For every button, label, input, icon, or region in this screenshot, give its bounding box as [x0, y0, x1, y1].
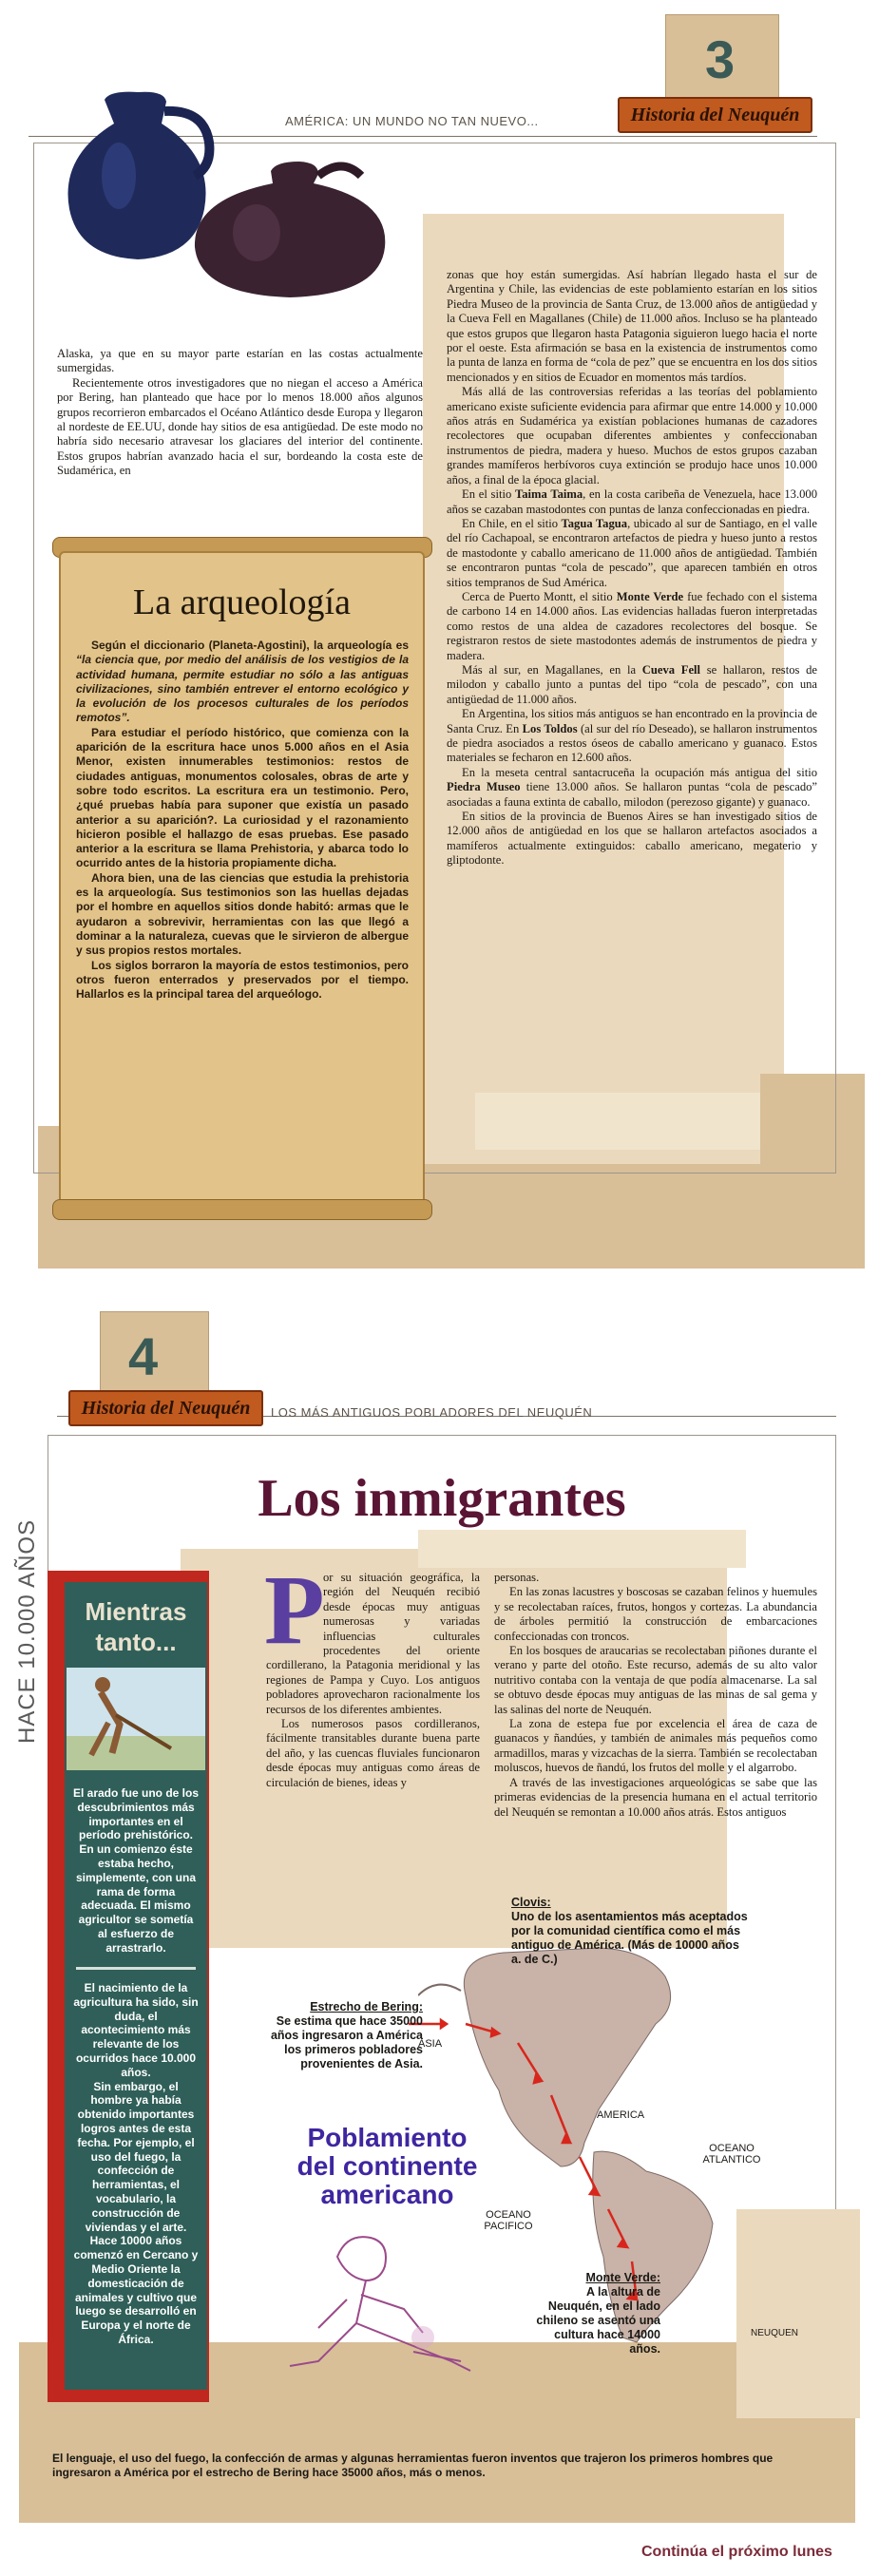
paper-bg-main-2 [418, 1530, 746, 1568]
left-top-text [57, 347, 423, 479]
series-badge [68, 1390, 263, 1426]
series-badge-text: Historia del Neuquén [81, 1398, 251, 1419]
paragraph: or su situación geográfica, la región del Neuquén recibió desde épocas muy antiguas numerosas y variadas influencias culturales procedentes del oriente cordillerano, la Patagonia meridional y las regiones de Pampa y Cuyo. Los antiguos pobladores aprovecharon racionalmente los recursos de los diferentes ambientes. [266, 1571, 480, 1716]
paragraph: zonas que hoy están sumergidas. Así habrían llegado hasta el sur de Argentina y Chile, las evidencias de este poblamiento estarían en los sitios Piedra Museo de la provincia de Santa Cruz, de 13.000 años de antigüedad y la Cueva Fell en Magallanes (Chile) de 11.000 años. Incluso se ha planteado que estos grupos que llegaron hasta Patagonia siguieron luego hacia el norte por el oeste. Esta afirmación se basa en la existencia de instrumentos como la punta de lanza en forma de “cola de pez” que se encuentra en los dos sitios mencionados y en sitios de Ecuador en momentos más tardíos. [447, 268, 817, 384]
primitive-man-icon [280, 2219, 480, 2380]
clovis-text: Uno de los asentamientos más aceptados por la comunidad científica como el más antiguo de América. (Más de 10000 años a. de C.) [511, 1910, 748, 1966]
page-number: 3 [705, 29, 736, 89]
poblamiento-title: Poblamiento del continente americano [296, 2123, 478, 2209]
paragraph: Alaska, ya que en su mayor parte estarían en las costas actualmente sumergidas. [57, 347, 423, 375]
drop-cap: P [264, 1555, 325, 1665]
label-neuquen: NEUQUEN [751, 2328, 799, 2338]
scroll-title: La arqueología [133, 582, 351, 622]
page-4 [0, 1269, 879, 2576]
scroll-body [76, 639, 409, 1002]
column-1-text [266, 1571, 480, 1790]
paragraph: En el sitio Taima Taima, en la costa caribeña de Venezuela, hace 13.000 años se cazaban mastodontes con puntas de lanza confeccionadas en piedra. [447, 487, 817, 516]
plow-farmer-icon [67, 1668, 205, 1770]
paragraph: Recientemente otros investigadores que no niegan el acceso a América por Bering, han planteado que hace por lo menos 18.000 años algunos grupos recorrieron embarcados el Océano Atlántico desde Europa y llegaron al nordeste de EE.UU, donde hay sitios de esa antigüedad. De este modo no habría sido necesario atravesar los glaciares del interior del continente. Estos grupos habrían avanzado hacia el sur, bordeando la costa este de Sudamérica, en [57, 375, 424, 478]
paragraph: En Chile, en el sitio Tagua Tagua, ubicado al sur de Santiago, en el valle del río Cachapoal, se encontraron artefactos de piedra y hueso junto a restos de mastodonte y caballo americano de 11.000 años de antigüedad. También se encontraron puntas “cola de pescado”, que aparecen también en otros sitios tempranos de Sud América. [447, 516, 817, 589]
bering-title: Estrecho de Bering: [310, 2000, 423, 2013]
paragraph: Según el diccionario (Planeta-Agostini), la arqueología es “la ciencia que, por medio del análisis de los vestigios de la actividad humana, permite estudiar no sólo a las antiguas civilizaciones, sino también entrever el entorno ecológico y la evolución de los procesos culturales de los períodos remotos”. [76, 639, 409, 725]
paragraph: Para estudiar el período histórico, que comienza con la aparición de la escritura hace unos 5.000 años en el Asia Menor, existen innumerables testimonios: restos de ciudades antiguas, monumentos colosales, obras de arte y sobre todo escritos. La escritura era un testimonio. Pero, ¿qué pruebas había para suponer que existía un pasado anterior a su aparición?. La curiosidad y el razonamiento hicieron posible el hallazgo de esas pruebas. Ese pasado anterior a la escritura se llama Prehistoria, y abarca todo lo ocurrido antes de la historia propiamente dicha. [76, 725, 409, 870]
page-title: Los inmigrantes [258, 1469, 626, 1528]
column-2-text [494, 1571, 817, 1820]
paragraph: Más allá de las controversias referidas a las teorías del poblamiento americano existe suficiente evidencia para afirmar que entre 14.000 y 10.000 años atrás en Sudamérica ya existían poblaciones humanas de cazadores recolectores que ocupaban diferentes ambientes y confeccionaban instrumentos de piedra, madera y hueso. Muchos de estos grupos cazaban grandes mamíferos herbívoros cuya extinción se produjo hace unos 10.000 años, a final de la época glacial. [447, 385, 817, 487]
bering-note [261, 2000, 423, 2071]
page-number: 4 [128, 1326, 159, 1386]
paragraph: En sitios de la provincia de Buenos Aires se han investigado sitios de 12.000 años de antigüedad en los que se hallaron artefactos asociados a mamíferos actualmente extinguidos: caballo americano, megaterio y gliptodonte. [447, 810, 817, 868]
paragraph: Cerca de Puerto Montt, el sitio Monte Verde fue fechado con el sistema de carbono 14 en 14.000 años. Las evidencias halladas fueron interpretadas como restos de una aldea de cazadores recolectores del bosque. Se registraron restos de siete mastodontes además de instrumentos de piedra y madera. [447, 589, 817, 662]
paragraph: Más al sur, en Magallanes, en la Cueva Fell se hallaron, restos de milodon y caballo junto a puntas del tipo “cola de pescado”, con una antigüedad de 11.000 años. [447, 662, 817, 706]
paragraph: En las zonas lacustres y boscosas se cazaban felinos y huemules y se recolectaban raíces, frutos, hongos y cortezas. La abundancia de árboles permitió la construcción de embarcaciones confeccionadas con troncos. [494, 1585, 817, 1643]
label-america: AMERICA [597, 2109, 645, 2121]
page-3 [0, 0, 879, 1269]
site-name: Taima Taima [515, 487, 583, 502]
clay-pot-icon [185, 157, 394, 299]
bering-text: Se estima que hace 35000 años ingresaron a América los primeros pobladores provenientes de Asia. [270, 2014, 423, 2070]
paragraph: La zona de estepa fue por excelencia el área de caza de guanacos y ñandúes, y también de animales más pequeños como armadillos, maras y vizcachas de la sierra. También se recolectaban moluscos, huevos de ñandú, los frutos del molle y el algarrobo. [494, 1717, 817, 1775]
series-badge [618, 97, 812, 133]
sidebar-paragraph: Hace 10000 años comenzó en Cercano y Medio Oriente la domesticación de animales y cultivo que luego se desarrolló en Europa y el norte de África. [73, 2234, 199, 2346]
label-pacifico: OCEANO PACIFICO [484, 2209, 533, 2232]
paragraph: Los numerosos pasos cordilleranos, fácilmente transitables durante buena parte del año, y las cuencas fluviales funcionaron desde épocas muy antiguas como áreas de circulación de bienes, ideas y [266, 1717, 480, 1789]
label-asia: ASIA [418, 2038, 443, 2050]
paragraph: Ahora bien, una de las ciencias que estudia la prehistoria es la arqueología. Sus testimonios son las huellas dejadas por el hombre en aquellos sitios donde habitó: armas que le ayudaron a sobrevivir, herramientas con las que llegó a dominar a la naturaleza, cuevas que le sirvieron de albergue y sus propios restos mortales. [76, 870, 409, 958]
right-column-text [447, 268, 817, 868]
sidebar-text [72, 1981, 200, 2347]
monteverde-title: Monte Verde: [585, 2271, 660, 2284]
sidebar-paragraph: El nacimiento de la agricultura ha sido, sin duda, el acontecimiento más relevante de los ocurridos hace 10.000 años. [73, 1981, 199, 2079]
section-header: LOS MÁS ANTIGUOS POBLADORES DEL NEUQUÉN [271, 1405, 593, 1420]
section-header: AMÉRICA: UN MUNDO NO TAN NUEVO... [285, 114, 539, 128]
clovis-note [511, 1896, 749, 1967]
vertical-side-text: HACE 10.000 AÑOS [14, 1518, 40, 1744]
site-name: Tagua Tagua [561, 516, 628, 530]
dropcap-spacer [266, 1571, 323, 1654]
monteverde-note [532, 2271, 660, 2357]
site-name: Piedra Museo [447, 780, 521, 794]
sidebar-paragraph: Sin embargo, el hombre ya había obtenido importantes logros antes de esta fecha. Por ejemplo, el uso del fuego, la confección de herramientas, el vocabulario, la construcción de viviendas y el arte. [77, 2079, 195, 2234]
paragraph: En la meseta central santacruceña la ocupación más antigua del sitio Piedra Museo tiene 13.000 años. Se hallaron puntas “cola de pescado” asociadas a fauna extinta de caballo, milodon (perezoso gigante) y guanaco. [447, 765, 818, 809]
clovis-title: Clovis: [511, 1896, 551, 1909]
sidebar-divider [76, 1967, 196, 1970]
scroll-rod-bottom [52, 1199, 432, 1220]
paragraph: En Argentina, los sitios más antiguos se han encontrado en la provincia de Santa Cruz. En Los Toldos (al sur del río Deseado), se hallaron instrumentos de piedra asociados a restos óseos de caballo americano y guanaco. Estos materiales se fecharon en 12.600 años. [447, 707, 817, 765]
monteverde-text: A la altura de Neuquén, en el lado chileno se asentó una cultura hace 14000 años. [536, 2285, 660, 2356]
paragraph: Los siglos borraron la mayoría de estos testimonios, pero otros fueron enterrados y preservados por el tiempo. Hallarlos es la principal tarea del arqueólogo. [76, 958, 409, 1002]
sidebar-text: El arado fue uno de los descubrimientos más importantes en el período prehistórico. En un comienzo éste estaba hecho, simplemente, con una rama de forma adecuada. El mismo agricultor se sometía al esfuerzo de arrastrarlo. [72, 1786, 200, 1955]
label-atlantico: OCEANO ATLANTICO [702, 2143, 761, 2166]
continued-note: Continúa el próximo lunes [641, 2544, 832, 2560]
paragraph: A través de las investigaciones arqueológicas se sabe que las primeras evidencias de la presencia humana en el actual territorio del Neuquén se remontan a 10.000 años atrás. Estos antiguos [494, 1775, 817, 1819]
paragraph: En los bosques de araucarias se recolectaban piñones durante el verano y parte del otoño. Este recurso, además de su alto valor nutritivo contaba con la ventaja de que podía almacenarse. La sal se obtuvo desde épocas muy antiguas de las minas de sal gema y las salinas del norte de Neuquén. [494, 1644, 817, 1716]
site-name: Cueva Fell [641, 662, 701, 677]
site-name: Los Toldos [522, 721, 578, 735]
site-name: Monte Verde [616, 589, 684, 603]
quote: “la ciencia que, por medio del análisis de los vestigios de la actividad humana, permite estudiar no sólo a las antiguas civilizaciones, sino también entrever el entorno ecológico y la evolución de los procesos culturales de los períodos remotos”. [76, 653, 409, 725]
series-badge-text: Historia del Neuquén [630, 105, 800, 125]
sidebar-title: Mientras tanto... [85, 1597, 187, 1656]
paragraph: personas. [494, 1571, 540, 1584]
figure-caption: El lenguaje, el uso del fuego, la confección de armas y algunas herramientas fueron inventos que trajeron los primeros hombres que ingresaron a América por el estrecho de Bering hace 35000 años, más o menos. [52, 2452, 774, 2479]
